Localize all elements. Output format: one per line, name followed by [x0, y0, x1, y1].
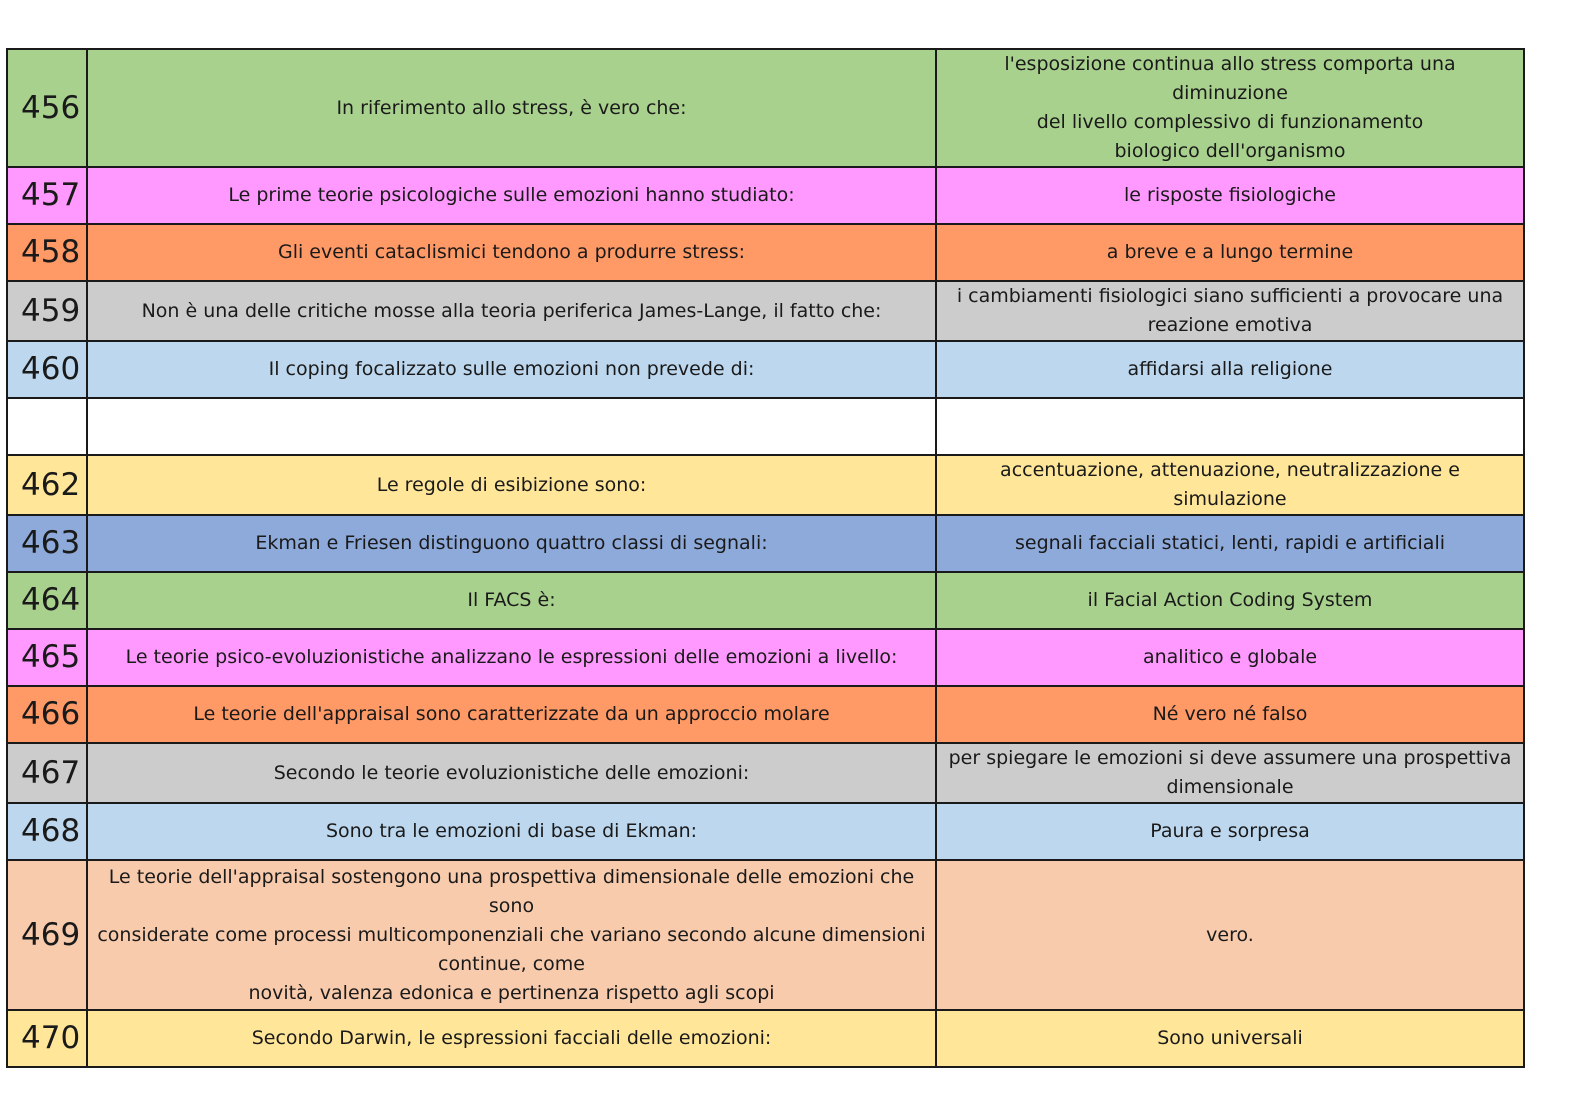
answer-text: accentuazione, attenuazione, neutralizzazione e simulazione	[936, 455, 1524, 515]
question-text: Ekman e Friesen distinguono quattro classi di segnali:	[87, 515, 936, 572]
answer-text: segnali facciali statici, lenti, rapidi e artificiali	[936, 515, 1524, 572]
answer-text: il Facial Action Coding System	[936, 572, 1524, 629]
answer-text: vero.	[936, 860, 1524, 1010]
table-row	[7, 1010, 1524, 1067]
question-number: 469	[7, 860, 87, 1010]
table-row	[7, 860, 1524, 1010]
question-text: Gli eventi cataclismici tendono a produrre stress:	[87, 224, 936, 281]
question-text: Le teorie dell'appraisal sostengono una prospettiva dimensionale delle emozioni che sono considerate come processi multicomponenziali che variano secondo alcune dimensioni continue, come novità, valenza edonica e pertinenza rispetto agli scopi	[87, 860, 936, 1010]
answer-text: Paura e sorpresa	[936, 803, 1524, 860]
answer-text	[936, 398, 1524, 455]
question-text: Il coping focalizzato sulle emozioni non prevede di:	[87, 341, 936, 398]
question-number: 463	[7, 515, 87, 572]
question-number: 464	[7, 572, 87, 629]
question-number: 468	[7, 803, 87, 860]
question-number	[7, 398, 87, 455]
question-number: 457	[7, 167, 87, 224]
question-text: Le regole di esibizione sono:	[87, 455, 936, 515]
answer-text: Né vero né falso	[936, 686, 1524, 743]
question-number: 462	[7, 455, 87, 515]
question-number: 470	[7, 1010, 87, 1067]
question-text	[87, 398, 936, 455]
question-number: 465	[7, 629, 87, 686]
answer-text: le risposte fisiologiche	[936, 167, 1524, 224]
question-number: 458	[7, 224, 87, 281]
question-number: 467	[7, 743, 87, 803]
question-number: 460	[7, 341, 87, 398]
qa-table	[6, 48, 1525, 1068]
answer-text: i cambiamenti fisiologici siano sufficienti a provocare una reazione emotiva	[936, 281, 1524, 341]
table-row	[7, 49, 1524, 167]
table-row	[7, 167, 1524, 224]
table-row	[7, 341, 1524, 398]
table-row	[7, 803, 1524, 860]
question-text: Il FACS è:	[87, 572, 936, 629]
table-row	[7, 572, 1524, 629]
question-text: In riferimento allo stress, è vero che:	[87, 49, 936, 167]
table-row	[7, 398, 1524, 455]
answer-text: analitico e globale	[936, 629, 1524, 686]
question-text: Secondo le teorie evoluzionistiche delle emozioni:	[87, 743, 936, 803]
question-text: Le teorie psico-evoluzionistiche analizzano le espressioni delle emozioni a livello:	[87, 629, 936, 686]
answer-text: per spiegare le emozioni si deve assumere una prospettiva dimensionale	[936, 743, 1524, 803]
table-row	[7, 686, 1524, 743]
table-row	[7, 629, 1524, 686]
answer-text: l'esposizione continua allo stress comporta una diminuzione del livello complessivo di funzionamento biologico dell'organismo	[936, 49, 1524, 167]
table-row	[7, 281, 1524, 341]
table-row	[7, 455, 1524, 515]
table-row	[7, 224, 1524, 281]
answer-text: a breve e a lungo termine	[936, 224, 1524, 281]
table-row	[7, 515, 1524, 572]
answer-text: affidarsi alla religione	[936, 341, 1524, 398]
question-number: 459	[7, 281, 87, 341]
question-number: 456	[7, 49, 87, 167]
answer-text: Sono universali	[936, 1010, 1524, 1067]
question-text: Secondo Darwin, le espressioni facciali delle emozioni:	[87, 1010, 936, 1067]
question-text: Sono tra le emozioni di base di Ekman:	[87, 803, 936, 860]
question-text: Le teorie dell'appraisal sono caratterizzate da un approccio molare	[87, 686, 936, 743]
question-number: 466	[7, 686, 87, 743]
qa-table-body	[7, 49, 1524, 1067]
question-text: Le prime teorie psicologiche sulle emozioni hanno studiato:	[87, 167, 936, 224]
question-text: Non è una delle critiche mosse alla teoria periferica James-Lange, il fatto che:	[87, 281, 936, 341]
table-row	[7, 743, 1524, 803]
